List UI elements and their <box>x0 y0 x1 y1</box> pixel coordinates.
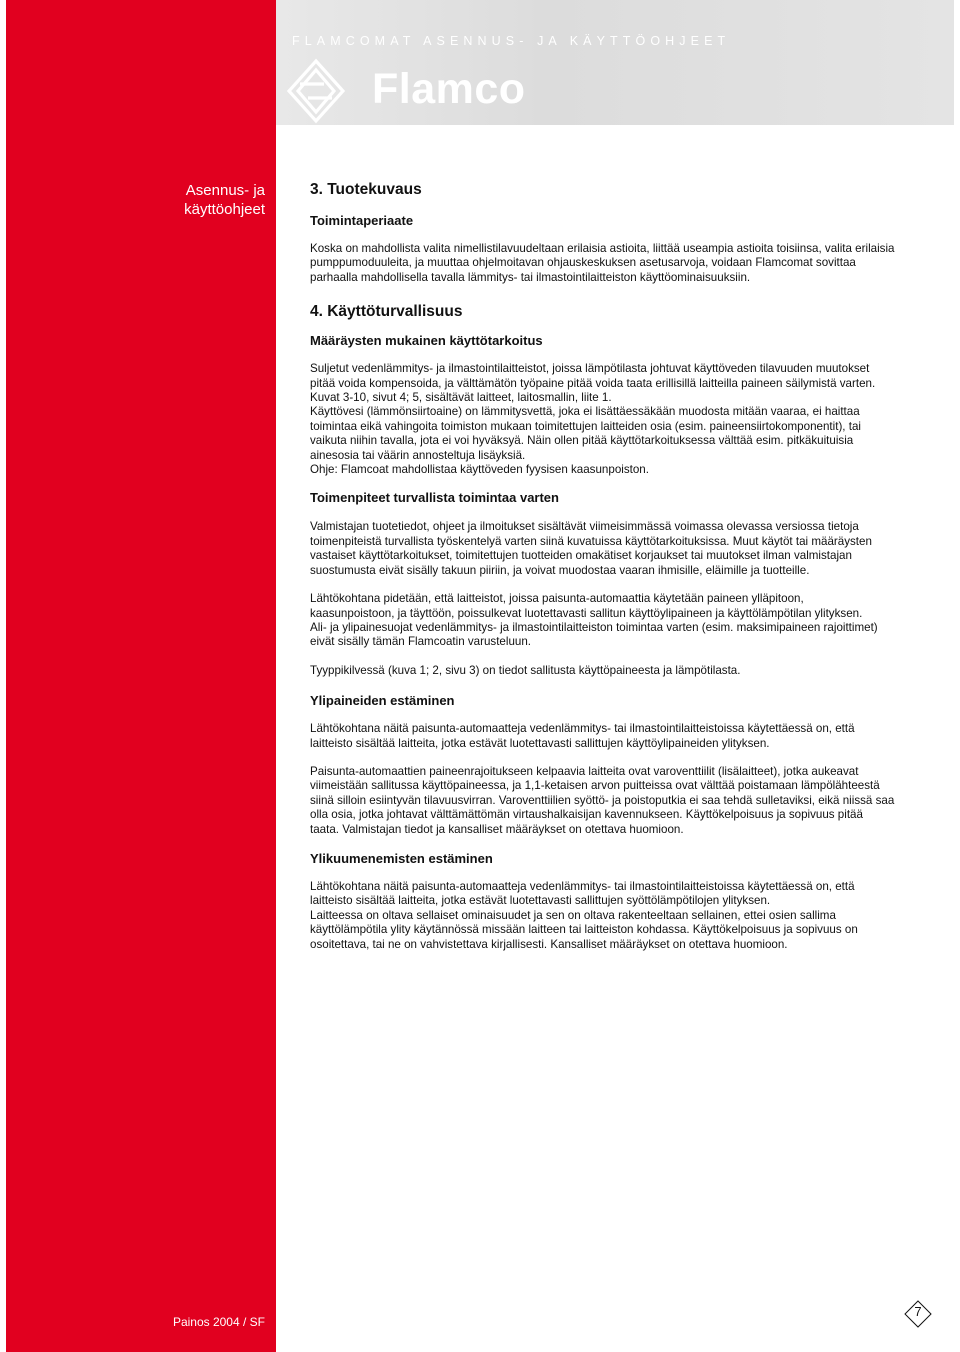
brand-name: Flamco <box>372 65 526 113</box>
sidebar-label-line1: Asennus- ja <box>185 182 265 199</box>
text-line: viimeistään sallitussa käyttöpaineessa, ja 1,1-ketaisen arvon puitteissa ovat välttää poistamaan lämpölähteestä <box>310 779 880 793</box>
text-line: vaikuta niihin tavalla, jota ei voi hyväksyä. Näin ollen pitää käyttötarkoituksessa välttää esim. pitkäkuituisia <box>310 434 854 448</box>
text-line: eivät sisälly tämän Flamcoatin varusteluun. <box>310 635 532 649</box>
section-4-paragraph-3 <box>310 592 940 650</box>
text-line: Koska on mahdollista valita nimellistilavuudeltaan erilaisia astioita, liittää useampia astioita toisiinsa, valita erilaisia <box>310 242 895 255</box>
section-4-subtitle: Määräysten mukainen käyttötarkoitus <box>310 333 543 349</box>
sidebar <box>6 125 276 1352</box>
flamco-logo-icon <box>286 58 346 124</box>
text-line: Lähtökohtana näitä paisunta-automaatteja vedenlämmitys- tai ilmastointilaitteistoissa käytettäessä on, että <box>310 879 855 893</box>
text-line: Ohje: Flamcoat mahdollistaa käyttöveden fyysisen kaasunpoiston. <box>310 463 649 477</box>
text-line: laitteisto sisältää laitteita, jotka estävät luotettavasti sallittujen käyttöylipaineiden ylityksen. <box>310 736 770 750</box>
text-line: Lähtökohtana näitä paisunta-automaatteja vedenlämmitys- tai ilmastointilaitteistoissa käytettäessä on, että <box>310 722 855 736</box>
section-3-title: 3. Tuotekuvaus <box>310 181 422 198</box>
text-line: pitää voida kompensoida, ja välttämätön työpaine pitää voida taata erillisillä laitteilla paineen säilymistä varten. <box>310 376 876 390</box>
text-line: Suljetut vedenlämmitys- ja ilmastointilaitteistot, joissa lämpötilasta johtuvat käyttöveden tilavuuden muutokset <box>310 362 870 376</box>
text-line: taata. Valmistajan tiedot ja kansalliset määräykset on otettava huomioon. <box>310 822 684 836</box>
text-line: Kuvat 3-10, sivut 4; 5, sisältävät laitteet, laitosmallin, liite 1. <box>310 391 612 405</box>
section-4-paragraph-1 <box>310 362 940 477</box>
text-line: Käyttövesi (lämmönsiirtoaine) on lämmitysvettä, joka ei lisättäessäkään muodosta mitään vaaraa, ei haittaa <box>310 405 860 419</box>
text-line: Valmistajan tuotetiedot, ohjeet ja ilmoitukset sisältävät viimeisimmässä voimassa olevassa versiossa tietoja <box>310 520 859 534</box>
text-line: pumppumoduuleita, ja muuttaa ohjelmoitavan ohjauskeskuksen asetusarvoja, voidaan Flamcomat sovittaa <box>310 256 856 270</box>
text-line: ainesosia tai väärin annosteltuja lisäyksiä. <box>310 448 526 462</box>
text-line: olla osia, jotka johtavat välttämättömän virtaushalkaisijan kavennukseen. Käyttökelpoisuus ja sopivuus pitää <box>310 808 863 822</box>
sidebar-label-line2: käyttöohjeet <box>184 201 265 218</box>
text-line: Paisunta-automaattien paineenrajoitukseen kelpaavia laitteita ovat varoventtiilit (lisälaitteet), jotka aukeavat <box>310 764 859 778</box>
text-line: siinä silloin esiintyvän tilavuusvirran. Varoventtiilien syöttö- ja poistoputkia ei saa tehdä sulletaviksi, eikä niissä saa <box>310 793 895 807</box>
text-line: laitteisto sisältää laitteita, jotka estävät luotettavasti sallittujen syöttölämpötilojen ylityksen. <box>310 894 771 908</box>
text-line: toimenpiteistä turvallista työskentelyä varten siinä kuvatuissa käyttötarkoituksissa. Muut käytöt tai määräysten <box>310 534 872 548</box>
section-4-paragraph-4 <box>310 664 940 678</box>
overpressure-subtitle: Ylipaineiden estäminen <box>310 693 455 709</box>
section-4-paragraph-5 <box>310 722 940 751</box>
safety-measures-subtitle: Toimenpiteet turvallista toimintaa varten <box>310 490 559 506</box>
section-4-paragraph-7 <box>310 880 940 952</box>
edition-label: Painos 2004 / SF <box>172 1315 265 1329</box>
text-line: parhaalla mahdollisella tavalla lämmitys- tai ilmastointilaitteiston käyttöominaisuuksiin. <box>310 270 751 284</box>
text-line: kaasunpoistoon, ja täyttöön, poissulkevat luotettavasti sallitun käyttöylipaineen ja käyttölämpötilan ylityksen. <box>310 606 863 620</box>
section-4-title: 4. Käyttöturvallisuus <box>310 303 463 321</box>
sidebar-label <box>150 181 265 219</box>
page-number: 7 <box>914 1304 922 1319</box>
text-line: suostumusta eivät sisälly takuun piiriin, ja voivat muodostaa vaaran ihmisille, eläimille ja tuotteille. <box>310 563 810 577</box>
section-4-paragraph-2 <box>310 520 940 578</box>
section-4-paragraph-6 <box>310 765 940 837</box>
text-line: Ali- ja ylipainesuojat vedenlämmitys- ja ilmastointilaitteiston toimintaa varten (esim. maksimipaineen rajoittimet) <box>310 620 878 634</box>
text-line: Lähtökohtana pidetään, että laitteistot, joissa paisunta-automaattia käytetään paineen ylläpitoon, <box>310 592 804 606</box>
text-line: Tyyppikilvessä (kuva 1; 2, sivu 3) on tiedot sallitusta käyttöpaineesta ja lämpötilasta. <box>310 663 741 677</box>
main-content <box>310 180 940 952</box>
text-line: Laitteessa on oltava sellaiset ominaisuudet ja sen on oltava rakenteeltaan sellainen, ettei osien sallima <box>310 908 836 922</box>
text-line: osoitettava, tai ne on vahvistettava kirjallisesti. Kansalliset määräykset on otettava huomioon. <box>310 937 788 951</box>
text-line: käyttölämpötila ylity käytännössä missään laitteen tai laitteiston kohdassa. Käyttökelpoisuus ja sopivuus on <box>310 923 858 937</box>
document-title: FLAMCOMAT ASENNUS- JA KÄYTTÖOHJEET <box>292 34 731 48</box>
section-3-subtitle: Toimintaperiaate <box>310 213 414 228</box>
section-3-paragraph <box>310 242 940 285</box>
overheating-subtitle: Ylikuumenemisten estäminen <box>310 850 493 866</box>
text-line: toimintaa eikä vahingoita toimiston mukaan toimitettujen laitteiden osia (esim. paineensiirtokomponentit), tai <box>310 419 861 433</box>
text-line: vastaiset käyttötarkoitukset, toimitettujen tuotteiden omakätiset korjaukset tai muutokset ilman valmistajan <box>310 549 852 563</box>
